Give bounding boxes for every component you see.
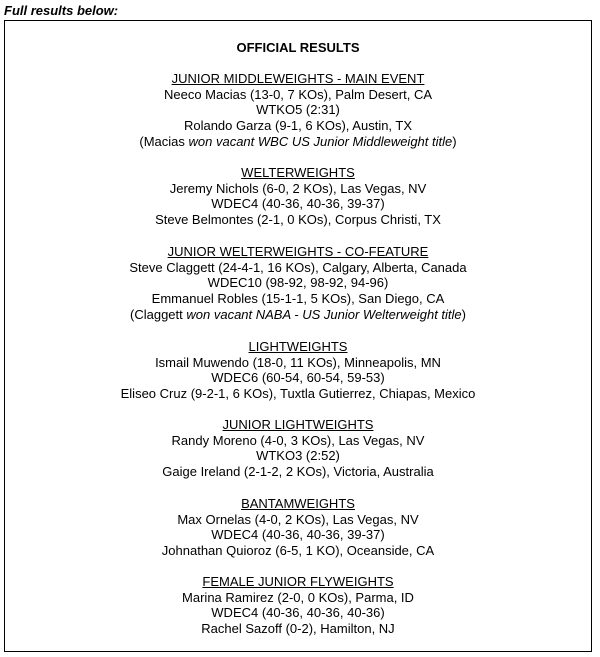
bout-bantamweights xyxy=(5,496,591,559)
bout-loser: Eliseo Cruz (9-2-1, 6 KOs), Tuxtla Gutierrez, Chiapas, Mexico xyxy=(120,386,476,402)
bout-note xyxy=(5,134,591,150)
bout-loser: Johnathan Quioroz (6-5, 1 KO), Oceanside, CA xyxy=(161,543,435,559)
bout-result: WDEC10 (98-92, 98-92, 94-96) xyxy=(207,275,389,291)
bout-welterweights xyxy=(5,165,591,228)
bout-note-suffix: ) xyxy=(461,306,466,322)
bout-heading: LIGHTWEIGHTS xyxy=(248,339,348,354)
bout-result: WTKO5 (2:31) xyxy=(256,102,340,118)
bout-note-prefix: (Claggett xyxy=(130,306,187,322)
bout-winner: Marina Ramirez (2-0, 0 KOs), Parma, ID xyxy=(182,589,414,605)
bout-winner: Ismail Muwendo (18-0, 11 KOs), Minneapolis, MN xyxy=(155,354,441,370)
bout-winner: Steve Claggett (24-4-1, 16 KOs), Calgary, Alberta, Canada xyxy=(129,259,467,275)
bout-loser: Gaige Ireland (2-1-2, 2 KOs), Victoria, Australia xyxy=(162,464,434,480)
bout-heading: JUNIOR WELTERWEIGHTS - CO-FEATURE xyxy=(167,244,429,259)
bout-winner: Randy Moreno (4-0, 3 KOs), Las Vegas, NV xyxy=(171,432,425,448)
bout-junior-welterweights xyxy=(5,244,591,323)
bout-heading: WELTERWEIGHTS xyxy=(241,165,355,180)
bout-note-title: won vacant WBC US Junior Middleweight title xyxy=(188,133,453,149)
bout-junior-middleweights xyxy=(5,71,591,150)
bout-heading: JUNIOR LIGHTWEIGHTS xyxy=(222,417,374,432)
bout-result: WDEC4 (40-36, 40-36, 39-37) xyxy=(211,196,385,212)
bout-lightweights xyxy=(5,339,591,402)
bout-result: WTKO3 (2:52) xyxy=(256,448,340,464)
bout-result: WDEC6 (60-54, 60-54, 59-53) xyxy=(211,370,385,386)
bout-note-prefix: (Macias xyxy=(139,133,189,149)
bout-loser: Emmanuel Robles (15-1-1, 5 KOs), San Diego, CA xyxy=(151,291,445,307)
intro-text: Full results below: xyxy=(4,3,119,18)
bout-heading: BANTAMWEIGHTS xyxy=(241,496,355,511)
bout-winner: Jeremy Nichols (6-0, 2 KOs), Las Vegas, NV xyxy=(169,180,427,196)
bout-note xyxy=(5,307,591,323)
bout-winner: Max Ornelas (4-0, 2 KOs), Las Vegas, NV xyxy=(177,511,419,527)
bout-winner: Neeco Macias (13-0, 7 KOs), Palm Desert, CA xyxy=(163,86,433,102)
bout-loser: Rolando Garza (9-1, 6 KOs), Austin, TX xyxy=(183,118,413,134)
bout-heading: FEMALE JUNIOR FLYWEIGHTS xyxy=(202,574,394,589)
bout-junior-lightweights xyxy=(5,417,591,480)
bout-female-junior-flyweights xyxy=(5,574,591,637)
bout-note-suffix: ) xyxy=(452,133,457,149)
bout-loser: Steve Belmontes (2-1, 0 KOs), Corpus Christi, TX xyxy=(155,212,441,228)
results-box xyxy=(4,20,592,652)
bout-note-title: won vacant NABA - US Junior Welterweight title xyxy=(186,306,462,322)
bout-heading: JUNIOR MIDDLEWEIGHTS - MAIN EVENT xyxy=(171,71,425,86)
bout-result: WDEC4 (40-36, 40-36, 40-36) xyxy=(211,605,385,621)
results-title: OFFICIAL RESULTS xyxy=(236,40,360,55)
bout-result: WDEC4 (40-36, 40-36, 39-37) xyxy=(211,527,385,543)
bout-loser: Rachel Sazoff (0-2), Hamilton, NJ xyxy=(201,621,395,637)
